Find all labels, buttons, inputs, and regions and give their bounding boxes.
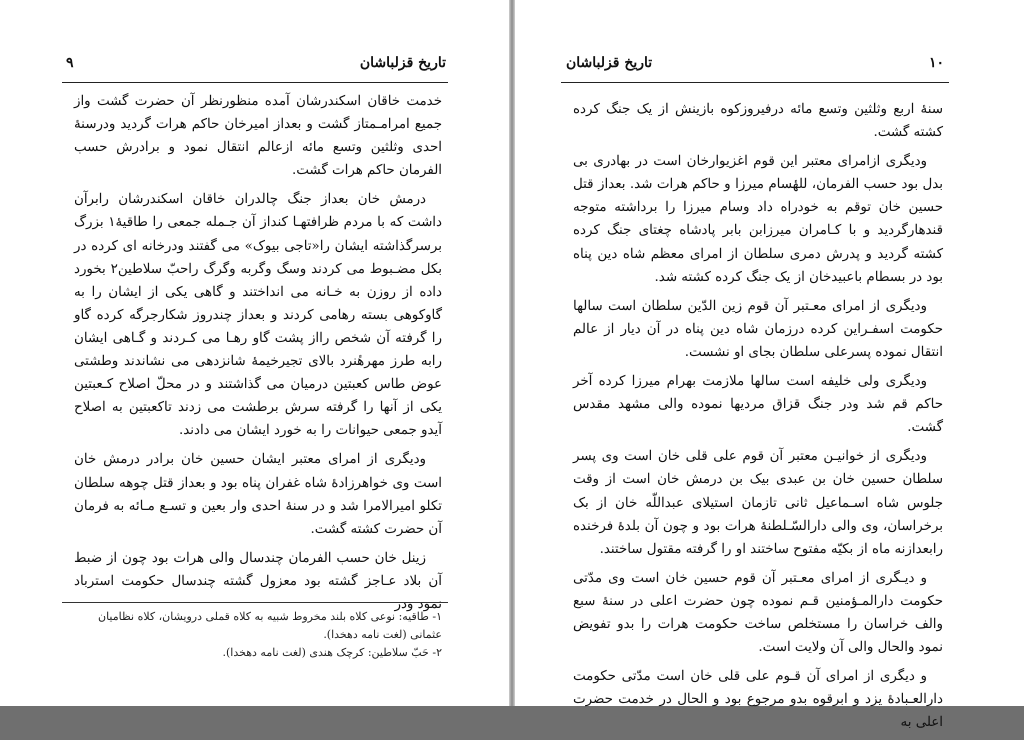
left-page-header <box>66 55 446 79</box>
header-rule <box>561 82 949 83</box>
header-rule <box>62 82 448 83</box>
left-page-body <box>74 90 442 622</box>
paragraph: و دیگری از امرای آن قـوم علی قلی خان است مدّتی حکومت دارالعـبادهٔ یزد و ابرقوه بدو مرجوع بود و الحال در خدمت حضرت اعلی به <box>573 669 943 731</box>
right-page-body <box>573 98 943 740</box>
footnote-rule <box>62 602 448 603</box>
paragraph: خدمت خاقان اسکندرشان آمده منظورنظر آن حضرت گشت واز جمیع امرامـمتاز گشت و بعداز امیرخان حاکم هرات گردید ودرسنهٔ احدی وثلثین وتسع مائه ازعالم انتقال نمود و برادرش حسب الفرمان حاکم هرات گشت. <box>74 94 442 179</box>
paragraph: سنهٔ اربع وثلثین وتسع مائه درفیروزکوه بازینش از یک جنگ کرده کشته گشت. <box>573 102 943 141</box>
paragraph: ودیگری از امرای معـتبر آن قوم زین الدّین سلطان است سالها حکومت اسفـراین کرده درزمان شاه دین پناه در آن دیار از عالم انتقال نموده پسرعلی سلطان بجای او نشست. <box>573 298 943 360</box>
page-number: ۹ <box>66 55 74 71</box>
paragraph: ودیگری از امرای معتبر ایشان حسین خان برادر درمش خان است وی خواهرزادهٔ شاه غفران پناه بود و بعداز قتل چوهه سلطان تکلو امیرالامرا شد و در سنهٔ احدی وار بعین و تسـع مـائه به فرمان آن حضرت کشته گشت. <box>74 452 442 537</box>
left-page <box>0 0 509 706</box>
footnote: ۱- طاقیه: نوعی کلاه بلند مخروط شبیه به کلاه قملی درویشان، کلاه نظامیان عثمانی (لغت نامه دهخدا). <box>98 610 442 641</box>
running-title: تاریخ قزلباشان <box>359 55 446 71</box>
paragraph: ودیگری ازامرای معتبر این قوم اغزیوارخان است در بهادری بی بدل بود حسب الفرمان، للهٔسام میرزا و حاکم هرات شد. بعداز قتل حسین خان توقم به خودراه داد وسام میرزا را برداشته متوجه قندهارگردید و با کـامران میرزابن بابر پادشاه چغتای جنگ کرده کشته گردید و پدرش دمری سلطان از امرای معظم شاه دین پناه بود در بسطام باعبیدخان از یک جنگ کرده کشته شد. <box>573 154 943 285</box>
running-title: تاریخ قزلباشان <box>566 55 653 71</box>
paragraph: درمش خان بعداز جنگ چالدران خاقان اسکندرشان رابرآن داشت که با مردم ظرافتهـا کنداز آن جـمله جمعی را طاقیهٔ۱ بزرگ برسرگذاشته ایشان را«تاجی بیوک» می گفتند ودرخانه ای کرده در بکل مضـبوط می کردند وسگ وگربه وگرگ راحبّ سلاطین۲ بخورد داده از روزن به خـانه می انداختند و گاهی یکی از ایشان را به گاوکوهی بسته رهامی کردند و بعداز چندروز شکارجرگه کرده گاو را گرفته آن شخص رااز پشت گاو رهـا می کـردند و گـاهی ایشان رابه طرز مهرهٔنرد بالای تجیرخیمهٔ شانزدهی می نشاندند وطشتی عوض طاس کعبتین درمیان می گذاشتند و در محلّ اصلاح کـعبتین یکی از آنها را گرفته سرش برطشت می زدند تاکعبتین به اصلاح آیدو جمعی حیوانات را به خورد ایشان می دادند. <box>74 192 442 439</box>
paragraph: ودیگری از خوانیـن معتبر آن قوم علی قلی خان است وی پسر سلطان حسین خان بن عبدی بیک بن درمش خان است از وقت جلوس شاه اسـماعیل ثانی تازمان استیلای عبداللّه خان از بک برخراسان، وی والی دارالسّـلطنهٔ هرات بود و چون آن بلدهٔ فرخنده رابعدازنه ماه از بکیّه مفتوح ساختند او را گرفته مقتول ساختند. <box>573 449 943 557</box>
right-page <box>515 0 1024 731</box>
paragraph: زینل خان حسب الفرمان چندسال والی هرات بود چون از ضبط آن بلاد عـاجز گشته بود معزول گشته چندسال حکومت استرباد نمود ودر <box>74 550 442 612</box>
footnotes <box>74 608 442 662</box>
page-number: ۱۰ <box>928 55 944 71</box>
paragraph: ودیگری ولی خلیفه است سالها ملازمت بهرام میرزا کرده آخر حاکم قم شد ودر جنگ قزاق مردیها نموده والی مشهد مقدس گشت. <box>573 374 943 436</box>
paragraph: و دیـگری از امرای معـتبر آن قوم حسین خان است وی مدّتی حکومت دارالمـؤمنین قـم نموده چون حضرت اعلی در سنهٔ سبع والف خراسان را مستخلص ساخت حکومت هرات را بدو تفویض نمود والحال والی آن ولایت است. <box>573 570 943 656</box>
right-page-header <box>566 55 944 79</box>
footnote: ۲- حَبّ سلاطین: کرچک هندی (لغت نامه دهخدا). <box>222 646 442 659</box>
